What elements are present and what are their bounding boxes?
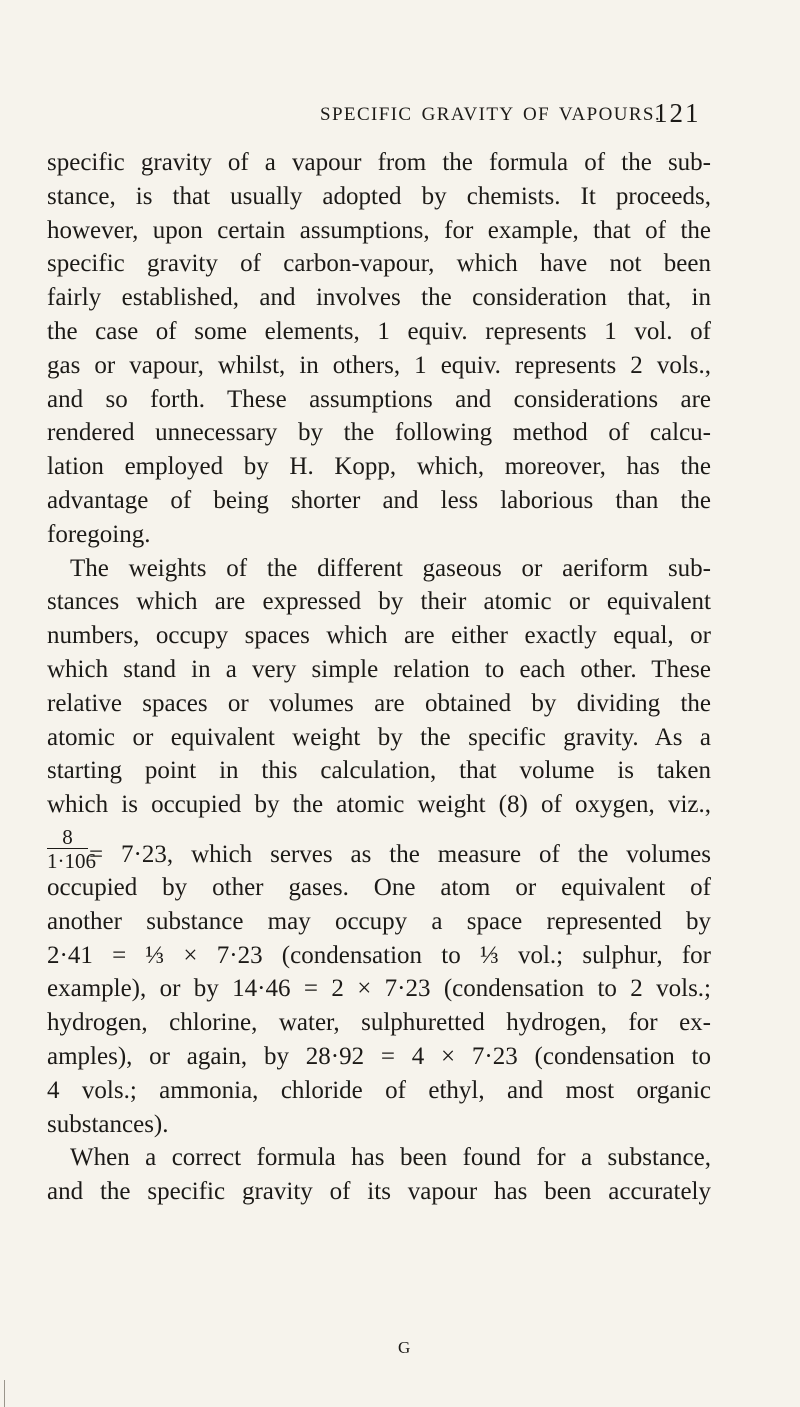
fraction-line	[47, 824, 711, 873]
text-line: stances which are expressed by their atomic or equivalent	[47, 588, 711, 616]
text-line: advantage of being shorter and less laborious than the	[47, 486, 711, 514]
body-text	[47, 146, 711, 1209]
page-edge-line	[4, 1380, 5, 1407]
fraction-denominator: 1·106	[47, 848, 96, 873]
paragraph	[47, 1141, 711, 1209]
paragraph	[47, 146, 711, 552]
paragraph	[47, 552, 711, 1142]
text-line: stance, is that usually adopted by chemists. It proceeds,	[47, 182, 711, 210]
text-line: however, upon certain assumptions, for example, that of the	[47, 216, 711, 244]
text-line: which is occupied by the atomic weight (8) of oxygen, viz.,	[47, 791, 711, 819]
text-line: 2·41 = ⅓ × 7·23 (condensation to ⅓ vol.; sulphur, for	[47, 941, 711, 969]
text-line: occupied by other gases. One atom or equivalent of	[47, 873, 711, 901]
text-line: another substance may occupy a space represented by	[47, 907, 711, 935]
fraction	[47, 824, 96, 873]
text-line: gas or vapour, whilst, in others, 1 equiv. represents 2 vols.,	[47, 351, 711, 379]
text-line: = 7·23, which serves as the measure of the volumes	[89, 840, 711, 868]
text-line: which stand in a very simple relation to each other. These	[47, 655, 711, 683]
text-line: the case of some elements, 1 equiv. represents 1 vol. of	[47, 317, 711, 345]
page-number: 121	[654, 98, 701, 128]
text-line: When a correct formula has been found for a substance,	[70, 1144, 711, 1172]
text-line: specific gravity of a vapour from the formula of the sub-	[47, 149, 711, 176]
running-head: SPECIFIC GRAVITY OF VAPOURS.	[320, 104, 662, 125]
text-line: substances).	[47, 1110, 169, 1138]
text-line: lation employed by H. Kopp, which, moreover, has the	[47, 453, 711, 481]
text-line: and the specific gravity of its vapour has been accurately	[47, 1178, 711, 1206]
fraction-numerator: 8	[62, 824, 73, 849]
text-line: foregoing.	[47, 520, 151, 548]
text-line: 4 vols.; ammonia, chloride of ethyl, and most organic	[47, 1076, 711, 1104]
text-line: relative spaces or volumes are obtained by dividing the	[47, 689, 711, 717]
text-line: numbers, occupy spaces which are either exactly equal, or	[47, 622, 711, 650]
signature-mark: G	[398, 1338, 411, 1357]
page-header	[0, 98, 800, 134]
text-line: and so forth. These assumptions and considerations are	[47, 385, 711, 413]
text-line: atomic or equivalent weight by the specific gravity. As a	[47, 723, 711, 751]
text-line: starting point in this calculation, that volume is taken	[47, 757, 711, 785]
text-line: fairly established, and involves the consideration that, in	[47, 284, 711, 312]
text-line: specific gravity of carbon-vapour, which have not been	[47, 250, 711, 278]
text-line: hydrogen, chlorine, water, sulphuretted hydrogen, for ex-	[47, 1009, 711, 1037]
text-line: example), or by 14·46 = 2 × 7·23 (condensation to 2 vols.;	[47, 975, 711, 1003]
text-line: amples), or again, by 28·92 = 4 × 7·23 (condensation to	[47, 1042, 711, 1070]
text-line: The weights of the different gaseous or aeriform sub-	[70, 554, 711, 582]
text-line: rendered unnecessary by the following method of calcu-	[47, 419, 711, 447]
